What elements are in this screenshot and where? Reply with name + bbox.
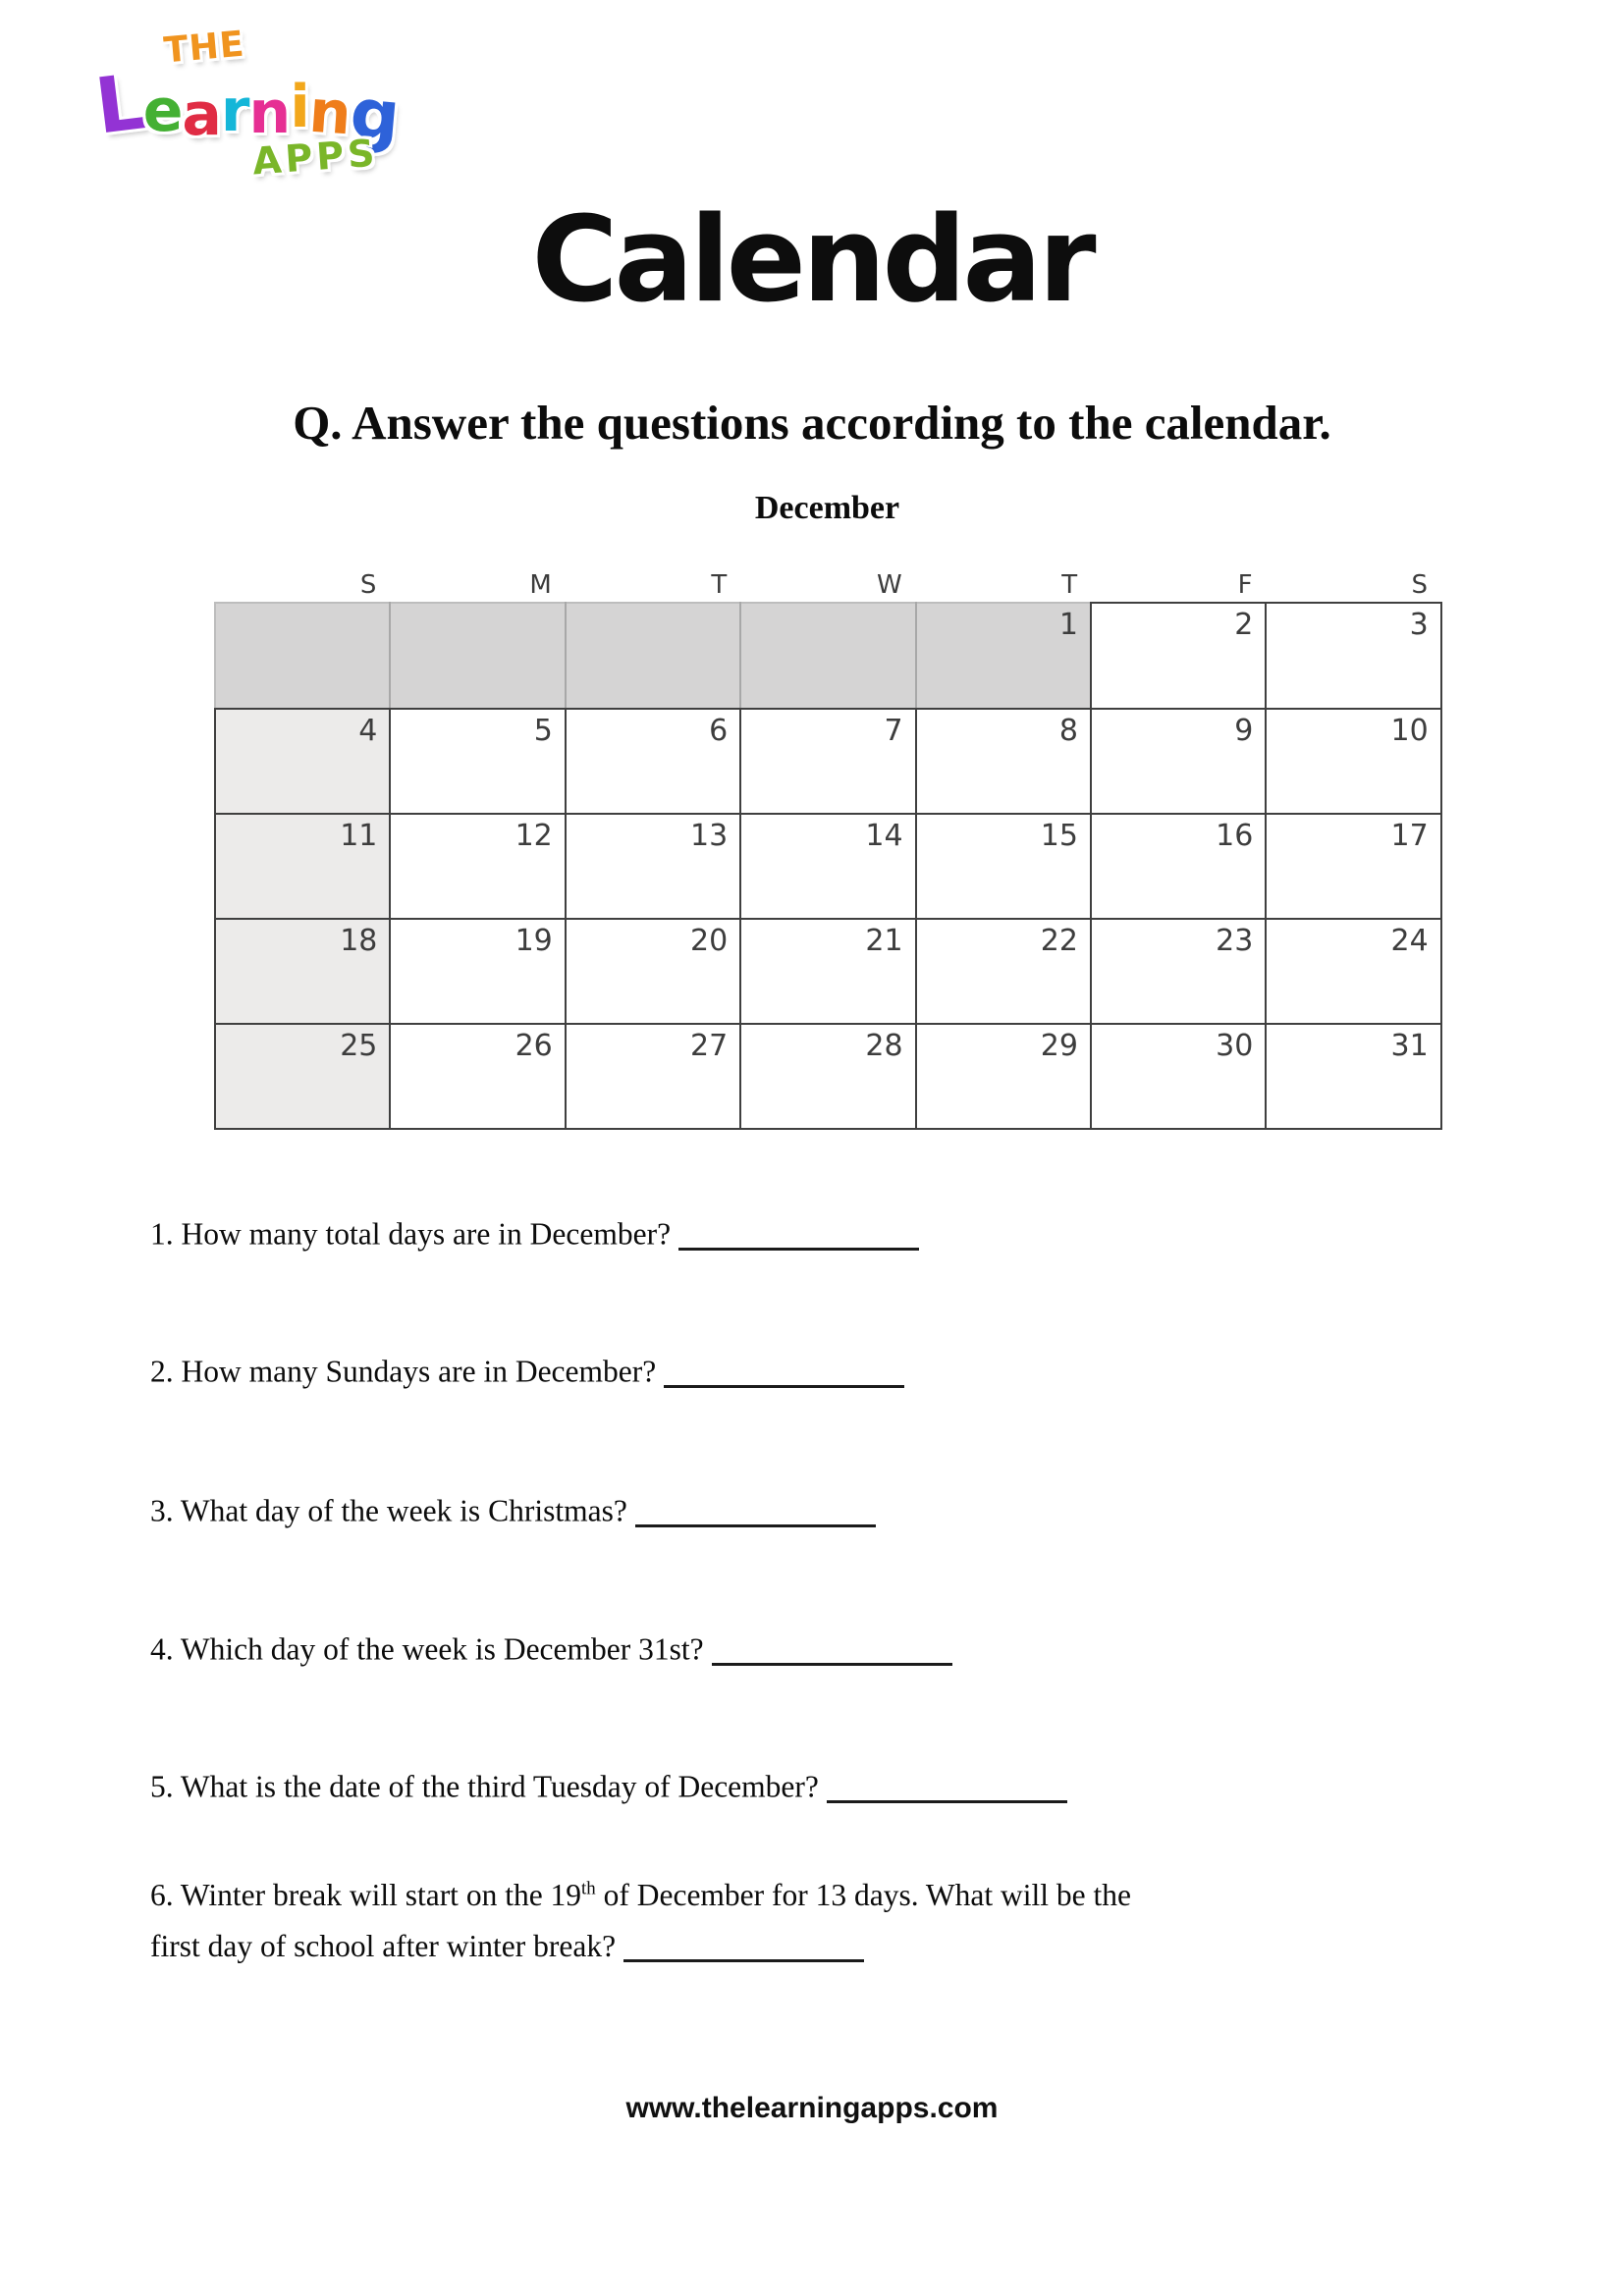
answer-blank-6: [623, 1929, 864, 1963]
calendar-cell: 2: [1091, 603, 1266, 709]
question-1: [150, 1210, 919, 1253]
calendar-cell: 1: [916, 603, 1091, 709]
calendar-cell: 14: [740, 814, 915, 919]
calendar-cell: 8: [916, 709, 1091, 814]
day-header-monday: M: [529, 570, 552, 600]
calendar-cell: [740, 603, 915, 709]
calendar-cell: 12: [390, 814, 565, 919]
calendar-cell: 24: [1266, 919, 1440, 1024]
logo-letter: a: [182, 80, 221, 149]
question-5-text: 5. What is the date of the third Tuesday of December?: [150, 1769, 819, 1804]
question-2-text: 2. How many Sundays are in December?: [150, 1354, 657, 1389]
calendar-cell: 30: [1091, 1024, 1266, 1129]
calendar-week-row: [215, 709, 1441, 814]
question-4: [150, 1626, 952, 1668]
logo-letter: g: [347, 73, 403, 157]
calendar-day-header-row: [214, 572, 1440, 598]
logo-letter: r: [220, 77, 249, 145]
calendar-cell: 11: [215, 814, 390, 919]
calendar-cell: 31: [1266, 1024, 1440, 1129]
question-5: [150, 1763, 1067, 1805]
question-6-text-suffix: of December for 13 days. What will be the: [595, 1878, 1131, 1912]
answer-blank-1: [678, 1216, 919, 1251]
question-6-text-prefix: 6. Winter break will start on the 19: [150, 1878, 582, 1912]
logo-letter: e: [142, 77, 183, 145]
calendar-cell: 18: [215, 919, 390, 1024]
footer-url: www.thelearningapps.com: [625, 2092, 999, 2124]
day-header-saturday: S: [1411, 570, 1428, 600]
calendar-cell: 4: [215, 709, 390, 814]
logo-letter: L: [90, 58, 149, 152]
calendar-cell: 3: [1266, 603, 1440, 709]
logo-letter: n: [306, 77, 352, 149]
answer-blank-4: [712, 1631, 952, 1666]
calendar-cell: 21: [740, 919, 915, 1024]
day-header-tuesday: T: [711, 570, 728, 600]
answer-blank-5: [827, 1769, 1067, 1803]
page-title: Calendar: [531, 192, 1093, 329]
calendar-cell: 15: [916, 814, 1091, 919]
question-2: [150, 1348, 904, 1390]
calendar-week-row: [215, 1024, 1441, 1129]
calendar-cell: 19: [390, 919, 565, 1024]
question-1-text: 1. How many total days are in December?: [150, 1216, 672, 1252]
calendar-cell: 10: [1266, 709, 1440, 814]
day-header-thursday: T: [1061, 570, 1078, 600]
calendar-cell: 28: [740, 1024, 915, 1129]
calendar-cell: 27: [566, 1024, 740, 1129]
calendar-week-row: [215, 919, 1441, 1024]
calendar-cell: [215, 603, 390, 709]
answer-blank-3: [635, 1493, 876, 1527]
calendar-table: [214, 602, 1442, 1130]
logo-the-text: THE: [162, 24, 246, 72]
calendar-cell: 25: [215, 1024, 390, 1129]
question-6-ordinal-suffix: th: [581, 1878, 596, 1899]
calendar-week-row: [215, 814, 1441, 919]
logo-learning-text: [90, 55, 403, 157]
calendar-cell: 23: [1091, 919, 1266, 1024]
calendar-cell: 6: [566, 709, 740, 814]
day-header-sunday: S: [359, 570, 377, 600]
question-6-text-line2: first day of school after winter break?: [150, 1929, 617, 1963]
logo-letter: i: [290, 73, 309, 141]
calendar-cell: 13: [566, 814, 740, 919]
day-header-wednesday: W: [876, 570, 902, 600]
calendar-cell: 9: [1091, 709, 1266, 814]
learning-apps-logo: [90, 24, 417, 184]
calendar-cell: [566, 603, 740, 709]
calendar-cell: 29: [916, 1024, 1091, 1129]
calendar-cell: 20: [566, 919, 740, 1024]
calendar-cell: 16: [1091, 814, 1266, 919]
calendar-cell: 5: [390, 709, 565, 814]
calendar-month-label: December: [754, 490, 900, 526]
calendar-week-row: [215, 603, 1441, 709]
calendar-cell: [390, 603, 565, 709]
calendar-cell: 17: [1266, 814, 1440, 919]
calendar-cell: 7: [740, 709, 915, 814]
logo-letter: n: [248, 79, 291, 147]
question-4-text: 4. Which day of the week is December 31st?: [150, 1631, 704, 1667]
question-3: [150, 1487, 876, 1529]
december-calendar: [214, 602, 1442, 1130]
logo-apps-text: APPS: [250, 131, 380, 184]
answer-blank-2: [664, 1354, 904, 1388]
question-6: [150, 1870, 1486, 1972]
day-header-friday: F: [1237, 570, 1253, 600]
calendar-cell: 26: [390, 1024, 565, 1129]
question-3-text: 3. What day of the week is Christmas?: [150, 1493, 627, 1528]
calendar-cell: 22: [916, 919, 1091, 1024]
question-heading: Q. Answer the questions according to the calendar.: [293, 396, 1331, 450]
